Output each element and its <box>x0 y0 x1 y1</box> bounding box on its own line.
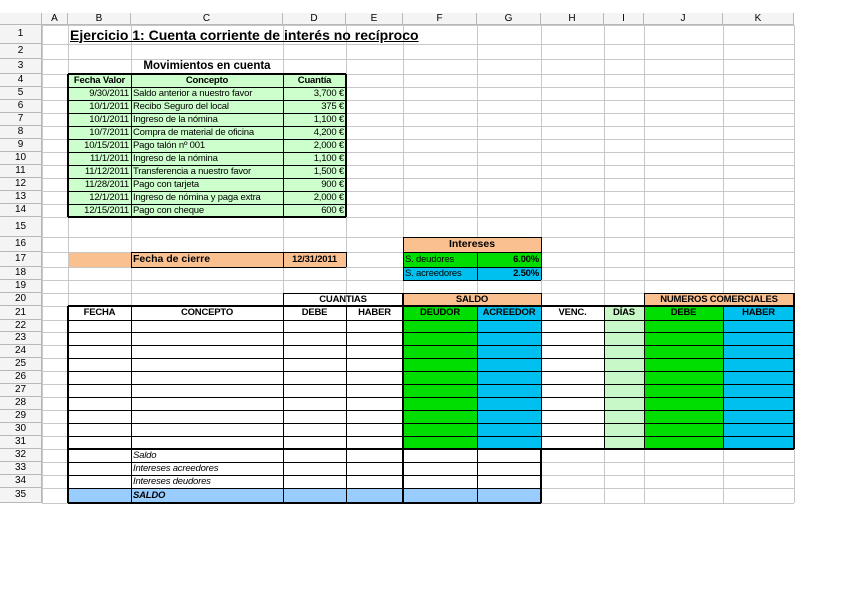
data-cell[interactable] <box>404 437 476 448</box>
column-header-g[interactable]: G <box>477 13 541 25</box>
data-cell[interactable] <box>478 346 540 357</box>
data-cell[interactable] <box>542 424 603 435</box>
row-header-25[interactable]: 25 <box>0 358 42 371</box>
data-cell[interactable] <box>478 321 540 331</box>
grid-line <box>67 74 69 217</box>
summary-cell[interactable] <box>69 463 130 474</box>
data-cell[interactable] <box>542 385 603 396</box>
cierre-label[interactable]: Fecha de cierre <box>133 253 211 266</box>
grid-line <box>283 252 284 267</box>
grid-line <box>131 252 132 267</box>
data-cell[interactable] <box>69 321 130 331</box>
data-cell[interactable] <box>132 411 282 422</box>
grid-line <box>68 410 794 411</box>
summary-cell[interactable] <box>347 463 402 474</box>
row-header-34[interactable]: 34 <box>0 475 42 488</box>
data-cell[interactable] <box>542 333 603 344</box>
grid-line <box>644 306 645 449</box>
grid-line <box>403 252 541 253</box>
mov-fecha[interactable]: 12/15/2011 <box>84 204 129 216</box>
row-header-7[interactable]: 7 <box>0 113 42 126</box>
movimientos-title[interactable]: Movimientos en cuenta <box>143 59 271 72</box>
row-header-18[interactable]: 18 <box>0 267 42 280</box>
summary-cell[interactable] <box>284 476 345 487</box>
data-cell[interactable] <box>542 372 603 383</box>
deudores-rate[interactable]: 6.00% <box>513 253 539 265</box>
mov-header-0[interactable]: Fecha Valor <box>73 74 126 86</box>
mov-concepto[interactable]: Ingreso de nómina y paga extra <box>133 191 261 203</box>
cierre-value[interactable]: 12/31/2011 <box>291 253 338 265</box>
data-cell[interactable] <box>478 424 540 435</box>
grid-line <box>68 488 541 489</box>
data-cell[interactable] <box>347 398 402 409</box>
row-header-2[interactable]: 2 <box>0 44 42 59</box>
col-header-dias[interactable]: DÍAS <box>613 307 635 319</box>
mov-fecha[interactable]: 10/1/2011 <box>89 100 129 112</box>
group-cuantias[interactable]: CUANTIAS <box>319 293 367 305</box>
mov-cuantia[interactable]: 2,000 € <box>313 139 344 151</box>
grid-line <box>42 44 794 45</box>
grid-line <box>131 252 283 253</box>
row-header-17[interactable]: 17 <box>0 252 42 267</box>
grid-line <box>477 252 478 280</box>
grid-line <box>68 384 794 385</box>
data-cell[interactable] <box>605 346 643 357</box>
row-header-22[interactable]: 22 <box>0 320 42 332</box>
data-cell[interactable] <box>69 333 130 344</box>
mov-cuantia[interactable]: 3,700 € <box>313 87 344 99</box>
grid-line <box>283 252 346 253</box>
row-header-26[interactable]: 26 <box>0 371 42 384</box>
data-cell[interactable] <box>347 411 402 422</box>
grid-line <box>283 293 403 294</box>
column-header-i[interactable]: I <box>604 13 644 25</box>
mov-concepto[interactable]: Pago con cheque <box>133 204 204 216</box>
grid-line <box>68 345 794 346</box>
grid-line <box>131 306 132 449</box>
data-cell[interactable] <box>347 385 402 396</box>
column-header-k[interactable]: K <box>723 13 794 25</box>
row-header-23[interactable]: 23 <box>0 332 42 345</box>
grid-line <box>283 74 284 217</box>
mov-cuantia[interactable]: 375 € <box>321 100 344 112</box>
data-cell[interactable] <box>404 321 476 331</box>
data-cell[interactable] <box>605 424 643 435</box>
grid-line <box>68 216 346 218</box>
grid-line <box>68 87 346 88</box>
mov-cuantia[interactable]: 600 € <box>321 204 344 216</box>
data-cell[interactable] <box>347 333 402 344</box>
grid-line <box>793 293 795 449</box>
group-saldo[interactable]: SALDO <box>455 293 489 305</box>
mov-fecha[interactable]: 10/15/2011 <box>84 139 129 151</box>
column-header-d[interactable]: D <box>283 13 346 25</box>
grid-line <box>68 73 346 75</box>
data-cell[interactable] <box>542 411 603 422</box>
mov-concepto[interactable]: Recibo Seguro del local <box>133 100 229 112</box>
data-cell[interactable] <box>69 385 130 396</box>
intereses-deudores-label[interactable]: Intereses deudores <box>133 475 211 487</box>
data-cell[interactable] <box>542 359 603 370</box>
data-cell[interactable] <box>478 411 540 422</box>
data-cell[interactable] <box>478 398 540 409</box>
row-header-20[interactable]: 20 <box>0 293 42 306</box>
col-header-nc-debe[interactable]: DEBE <box>670 307 697 319</box>
grid-line <box>68 204 346 205</box>
row-header-14[interactable]: 14 <box>0 204 42 217</box>
data-cell[interactable] <box>605 321 643 331</box>
row-header-30[interactable]: 30 <box>0 423 42 436</box>
grid-line <box>131 267 283 268</box>
data-cell[interactable] <box>724 385 793 396</box>
row-header-9[interactable]: 9 <box>0 139 42 152</box>
grid-line <box>68 423 794 424</box>
grid-line <box>68 371 794 372</box>
grid-line <box>131 74 132 217</box>
mov-fecha[interactable]: 10/1/2011 <box>89 113 129 125</box>
mov-concepto[interactable]: Pago talón nº 001 <box>133 139 205 151</box>
saldo-final-label[interactable]: SALDO <box>133 489 166 501</box>
col-header-acreedor[interactable]: ACREEDOR <box>482 307 536 319</box>
summary-cell[interactable] <box>69 489 130 502</box>
data-cell[interactable] <box>542 398 603 409</box>
grid-line <box>403 237 404 280</box>
summary-cell[interactable] <box>284 463 345 474</box>
row-header-13[interactable]: 13 <box>0 191 42 204</box>
data-cell[interactable] <box>132 437 282 448</box>
grid-line <box>403 293 541 294</box>
row-header-4[interactable]: 4 <box>0 74 42 87</box>
data-cell[interactable] <box>404 385 476 396</box>
data-cell[interactable] <box>69 424 130 435</box>
grid-line <box>68 152 346 153</box>
data-cell[interactable] <box>478 359 540 370</box>
row-header-33[interactable]: 33 <box>0 462 42 475</box>
row-header-8[interactable]: 8 <box>0 126 42 139</box>
mov-fecha[interactable]: 11/28/2011 <box>84 178 129 190</box>
intereses-acreedores-label[interactable]: Intereses acreedores <box>133 462 219 474</box>
data-cell[interactable] <box>605 437 643 448</box>
row-header-19[interactable]: 19 <box>0 280 42 293</box>
data-cell[interactable] <box>69 346 130 357</box>
mov-fecha[interactable]: 11/12/2011 <box>84 165 129 177</box>
grid-line <box>67 449 69 503</box>
data-cell[interactable] <box>347 372 402 383</box>
grid-line <box>604 306 605 449</box>
grid-line <box>346 449 347 503</box>
data-cell[interactable] <box>347 346 402 357</box>
data-cell[interactable] <box>724 437 793 448</box>
grid-line <box>68 305 794 307</box>
grid-line <box>68 332 794 333</box>
grid-line <box>346 252 347 267</box>
data-cell[interactable] <box>478 437 540 448</box>
grid-line <box>68 178 346 179</box>
grid-line <box>403 449 404 503</box>
grid-line <box>68 462 541 463</box>
sheet-title[interactable]: Ejercicio 1: Cuenta corriente de interés no recíproco <box>70 26 419 43</box>
saldo-label[interactable]: Saldo <box>133 449 157 461</box>
data-cell[interactable] <box>132 372 282 383</box>
column-header-f[interactable]: F <box>403 13 477 25</box>
acreedores-rate[interactable]: 2.50% <box>513 267 539 279</box>
group-numeros-comerciales[interactable]: NUMEROS COMERCIALES <box>660 293 778 305</box>
grid-line <box>131 449 132 503</box>
data-cell[interactable] <box>69 398 130 409</box>
column-header-c[interactable]: C <box>131 13 283 25</box>
summary-cell[interactable] <box>404 476 476 487</box>
grid-line <box>723 306 724 449</box>
data-cell[interactable] <box>69 437 130 448</box>
row-header-1[interactable]: 1 <box>0 25 42 44</box>
grid-line <box>68 191 346 192</box>
summary-cell[interactable] <box>478 489 540 502</box>
row-header-10[interactable]: 10 <box>0 152 42 165</box>
col-header-venc[interactable]: VENC. <box>558 307 587 319</box>
column-header-h[interactable]: H <box>541 13 604 25</box>
mov-concepto[interactable]: Transferencia a nuestro favor <box>133 165 251 177</box>
summary-cell[interactable] <box>404 463 476 474</box>
data-cell[interactable] <box>605 359 643 370</box>
grid-line <box>477 306 478 449</box>
data-cell[interactable] <box>605 372 643 383</box>
data-cell[interactable] <box>132 359 282 370</box>
mov-cuantia[interactable]: 2,000 € <box>313 191 344 203</box>
column-header-e[interactable]: E <box>346 13 403 25</box>
data-cell[interactable] <box>284 437 345 448</box>
mov-fecha[interactable]: 9/30/2011 <box>89 87 129 99</box>
summary-cell[interactable] <box>284 489 345 502</box>
data-cell[interactable] <box>347 359 402 370</box>
data-cell[interactable] <box>645 346 722 357</box>
col-header-deudor[interactable]: DEUDOR <box>420 307 460 319</box>
grid-line <box>67 306 69 449</box>
mov-concepto[interactable]: Pago con tarjeta <box>133 178 199 190</box>
summary-cell[interactable] <box>478 463 540 474</box>
data-cell[interactable] <box>542 437 603 448</box>
data-cell[interactable] <box>645 359 722 370</box>
data-cell[interactable] <box>284 398 345 409</box>
mov-cuantia[interactable]: 4,200 € <box>313 126 344 138</box>
summary-cell[interactable] <box>69 450 130 461</box>
data-cell[interactable] <box>542 346 603 357</box>
grid-line <box>68 358 794 359</box>
data-cell[interactable] <box>724 333 793 344</box>
grid-line <box>68 113 346 114</box>
row-header-32[interactable]: 32 <box>0 449 42 462</box>
grid-line <box>403 267 541 268</box>
row-header-15[interactable]: 15 <box>0 217 42 237</box>
row-header-31[interactable]: 31 <box>0 436 42 449</box>
mov-cuantia[interactable]: 900 € <box>321 178 344 190</box>
grid-line <box>68 100 346 101</box>
data-cell[interactable] <box>347 321 402 331</box>
mov-concepto[interactable]: Compra de material de oficina <box>133 126 254 138</box>
summary-cell[interactable] <box>284 450 345 461</box>
grid-line <box>644 293 794 294</box>
grid-line <box>68 397 794 398</box>
data-cell[interactable] <box>478 333 540 344</box>
data-cell[interactable] <box>645 424 722 435</box>
row-header-24[interactable]: 24 <box>0 345 42 358</box>
data-cell[interactable] <box>542 321 603 331</box>
data-cell[interactable] <box>284 411 345 422</box>
grid-line <box>283 449 284 503</box>
data-cell[interactable] <box>404 424 476 435</box>
grid-line <box>68 502 541 504</box>
mov-cuantia[interactable]: 1,100 € <box>313 113 344 125</box>
grid-line <box>68 475 541 476</box>
grid-line <box>346 306 347 449</box>
data-cell[interactable] <box>724 411 793 422</box>
data-cell[interactable] <box>724 372 793 383</box>
grid-line <box>68 436 794 437</box>
data-cell[interactable] <box>69 359 130 370</box>
grid-line <box>68 165 346 166</box>
deudores-label[interactable]: S. deudores <box>405 253 455 265</box>
mov-fecha[interactable]: 10/7/2011 <box>89 126 129 138</box>
grid-line <box>540 449 542 503</box>
data-cell[interactable] <box>284 385 345 396</box>
data-cell[interactable] <box>69 372 130 383</box>
row-header-12[interactable]: 12 <box>0 178 42 191</box>
data-cell[interactable] <box>645 321 722 331</box>
data-cell[interactable] <box>284 372 345 383</box>
data-cell[interactable] <box>132 424 282 435</box>
mov-cuantia[interactable]: 1,100 € <box>313 152 344 164</box>
data-cell[interactable] <box>284 359 345 370</box>
grid-line <box>403 237 541 238</box>
data-cell[interactable] <box>724 321 793 331</box>
data-cell[interactable] <box>645 385 722 396</box>
mov-concepto[interactable]: Ingreso de la nómina <box>133 152 218 164</box>
data-cell[interactable] <box>605 398 643 409</box>
data-cell[interactable] <box>478 385 540 396</box>
grid-line <box>403 280 541 281</box>
column-header-j[interactable]: J <box>644 13 723 25</box>
column-header-a[interactable]: A <box>42 13 68 25</box>
summary-cell[interactable] <box>69 476 130 487</box>
data-cell[interactable] <box>645 333 722 344</box>
summary-cell[interactable] <box>347 476 402 487</box>
grid-line <box>541 306 542 449</box>
row-header-28[interactable]: 28 <box>0 397 42 410</box>
data-cell[interactable] <box>347 437 402 448</box>
data-cell[interactable] <box>284 333 345 344</box>
summary-cell[interactable] <box>347 489 402 502</box>
grid-line <box>42 25 43 503</box>
summary-cell[interactable] <box>404 489 476 502</box>
col-header-haber[interactable]: HABER <box>358 307 391 319</box>
grid-line <box>345 74 347 217</box>
data-cell[interactable] <box>404 411 476 422</box>
data-cell[interactable] <box>132 385 282 396</box>
summary-cell[interactable] <box>404 450 476 461</box>
row-header-11[interactable]: 11 <box>0 165 42 178</box>
grid-line <box>68 126 346 127</box>
mov-concepto[interactable]: Ingreso de la nómina <box>133 113 218 125</box>
grid-line <box>477 449 478 503</box>
data-cell[interactable] <box>645 398 722 409</box>
summary-cell[interactable] <box>478 476 540 487</box>
mov-concepto[interactable]: Saldo anterior a nuestro favor <box>133 87 253 99</box>
row-header-21[interactable]: 21 <box>0 306 42 320</box>
grid-line <box>541 237 542 280</box>
row-header-27[interactable]: 27 <box>0 384 42 397</box>
mov-cuantia[interactable]: 1,500 € <box>313 165 344 177</box>
mov-fecha[interactable]: 11/1/2011 <box>89 152 129 164</box>
data-cell[interactable] <box>645 437 722 448</box>
data-cell[interactable] <box>605 333 643 344</box>
mov-fecha[interactable]: 12/1/2011 <box>89 191 129 203</box>
data-cell[interactable] <box>132 321 282 331</box>
data-cell[interactable] <box>404 359 476 370</box>
mov-header-2[interactable]: Cuantía <box>297 74 332 86</box>
col-header-fecha[interactable]: FECHA <box>83 307 116 319</box>
row-header-6[interactable]: 6 <box>0 100 42 113</box>
data-cell[interactable] <box>724 359 793 370</box>
summary-cell[interactable] <box>478 450 540 461</box>
data-cell[interactable] <box>404 333 476 344</box>
col-header-concepto[interactable]: CONCEPTO <box>180 307 234 319</box>
data-cell[interactable] <box>724 346 793 357</box>
row-header-16[interactable]: 16 <box>0 237 42 252</box>
data-cell[interactable] <box>69 411 130 422</box>
data-cell[interactable] <box>478 372 540 383</box>
col-header-nc-haber[interactable]: HABER <box>742 307 775 319</box>
data-cell[interactable] <box>132 398 282 409</box>
data-cell[interactable] <box>605 385 643 396</box>
data-cell[interactable] <box>645 372 722 383</box>
grid-line <box>283 306 284 449</box>
data-cell[interactable] <box>404 372 476 383</box>
mov-header-1[interactable]: Concepto <box>185 74 229 86</box>
data-cell[interactable] <box>132 333 282 344</box>
data-cell[interactable] <box>284 321 345 331</box>
grid-line <box>68 320 794 321</box>
data-cell[interactable] <box>645 411 722 422</box>
acreedores-label[interactable]: S. acreedores <box>405 267 462 279</box>
data-cell[interactable] <box>132 346 282 357</box>
grid-line <box>68 139 346 140</box>
row-header-5[interactable]: 5 <box>0 87 42 100</box>
data-cell[interactable] <box>724 398 793 409</box>
data-cell[interactable] <box>605 411 643 422</box>
row-header-3[interactable]: 3 <box>0 59 42 74</box>
select-all-corner[interactable] <box>0 13 42 25</box>
col-header-debe[interactable]: DEBE <box>301 307 328 319</box>
row-header-35[interactable]: 35 <box>0 488 42 503</box>
data-cell[interactable] <box>347 424 402 435</box>
column-header-b[interactable]: B <box>68 13 131 25</box>
data-cell[interactable] <box>284 346 345 357</box>
summary-cell[interactable] <box>347 450 402 461</box>
data-cell[interactable] <box>404 398 476 409</box>
grid-line <box>283 267 346 268</box>
data-cell[interactable] <box>724 424 793 435</box>
row-header-29[interactable]: 29 <box>0 410 42 423</box>
data-cell[interactable] <box>284 424 345 435</box>
intereses-title[interactable]: Intereses <box>448 238 496 251</box>
data-cell[interactable] <box>404 346 476 357</box>
